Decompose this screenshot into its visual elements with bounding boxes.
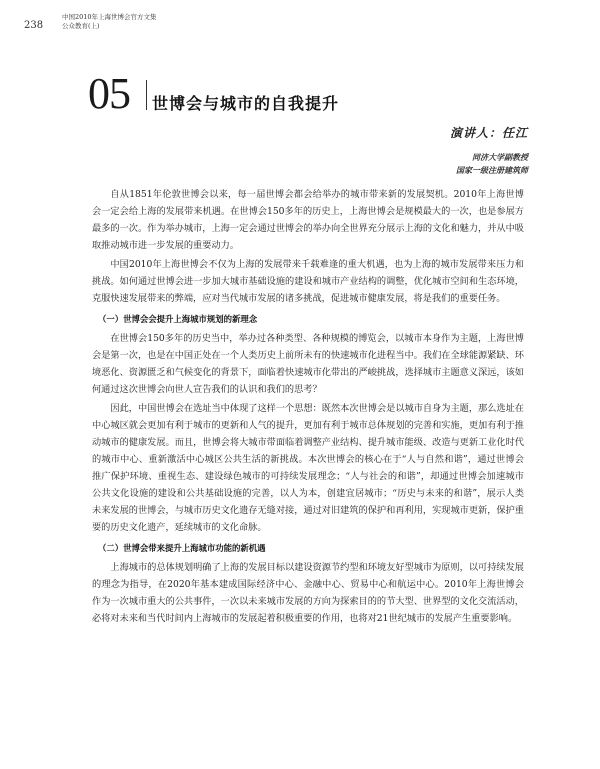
page-number: 238 xyxy=(24,20,44,31)
author-affiliation: 同济大学副教授 xyxy=(472,152,528,162)
author-block xyxy=(450,124,528,177)
author-title: 国家一级注册建筑师 xyxy=(456,165,528,175)
running-header xyxy=(62,13,157,31)
section-heading-2: （二）世博会带来提升上海城市功能的新机遇 xyxy=(98,543,266,553)
author-speaker: 演讲人：任江 xyxy=(449,126,528,140)
paragraph-2: 中国2010年上海世博会不仅为上海的发展带来千载难逢的重大机遇，也为上海的城市发展带来压力和挑战。如何通过世博会进一步加大城市基础设施的建设和城市产业结构的调整，优化城市空间和生态环境，克服快速发展带来的弊端，应对当代城市发展的诸多挑战，促进城市健康发展，将是我们的重要任务。 xyxy=(92,259,524,304)
paragraph-4: 因此，中国世博会在选址当中体现了这样一个思想：既然本次世博会是以城市自身为主题，那么选址在中心城区就会更加有利于城市的更新和人气的提升，更加有利于城市总体规划的完善和实施，更加有利于推动城市的健康发展。而且，世博会将大城市带面临着调整产业结构、提升城市能级、改造与更新工业化时代的城市中心、重新激活中心城区公共生活的新挑战。本次世博会的核心在于“人与自然和谐”，通过世博会推广保护环境、重视生态、建设绿色城市的可持续发展理念；“人与社会的和谐”，却通过世博会加速城市公共文化设施的建设和公共基础设施的完善，以人为本，创建宜居城市；“历史与未来的和谐”，展示人类未来发展的世博会，与城市历史文化遗存无缝对接，通过对旧建筑的保护和再利用，实现城市更新，保护重要的历史文化遗产，延续城市的文化命脉。 xyxy=(92,403,524,533)
paragraph-5: 上海城市的总体规划明确了上海的发展目标以建设资源节约型和环境友好型城市为原则，以可持续发展的理念为指导，在2020年基本建成国际经济中心、金融中心、贸易中心和航运中心。2010年上海世博会作为一次城市重大的公共事件，一次以未来城市发展的方向为探索目的的节大型、世界型的文化交流活动，必将对未来和当代时间内上海城市的发展起着积极重要的作用，也将对21世纪城市的发展产生重要影响。 xyxy=(92,562,524,624)
running-header-subtitle: 公众教育(上) xyxy=(62,22,100,30)
section-heading-1: （一）世博会会提升上海城市规划的新理念 xyxy=(98,314,258,324)
paragraph-1: 自从1851年伦敦世博会以来，每一届世博会都会给举办的城市带来新的发展契机。2010年上海世博会一定会给上海的发展带来机遇。在世博会150多年的历史上，上海世博会是规模最大的一次，也是参展方最多的一次。作为举办城市，上海一定会通过世博会的举办向全世界充分展示上海的文化和魅力，并从中吸取推动城市进一步发展的重要动力。 xyxy=(92,189,524,251)
chapter-number: 05 xyxy=(88,69,130,118)
chapter-title: 世博会与城市的自我提升 xyxy=(152,94,340,113)
article-body xyxy=(92,186,524,629)
paragraph-3: 在世博会150多年的历史当中，举办过各种类型、各种规模的博览会，以城市本身作为主题，上海世博会是第一次，也是在中国正处在一个人类历史上前所未有的快速城市化进程当中。我们在全球能源紧缺、环境恶化、资源匮乏和气候变化的背景下，面临着快速城市化带出的严峻挑战，选择城市主题意义深远，该如何通过这次世博会向世人宣告我们的认识和我们的思考？ xyxy=(92,333,524,395)
running-header-title: 中国2010年上海世博会官方文集 xyxy=(62,13,157,21)
chapter-divider xyxy=(146,80,147,110)
